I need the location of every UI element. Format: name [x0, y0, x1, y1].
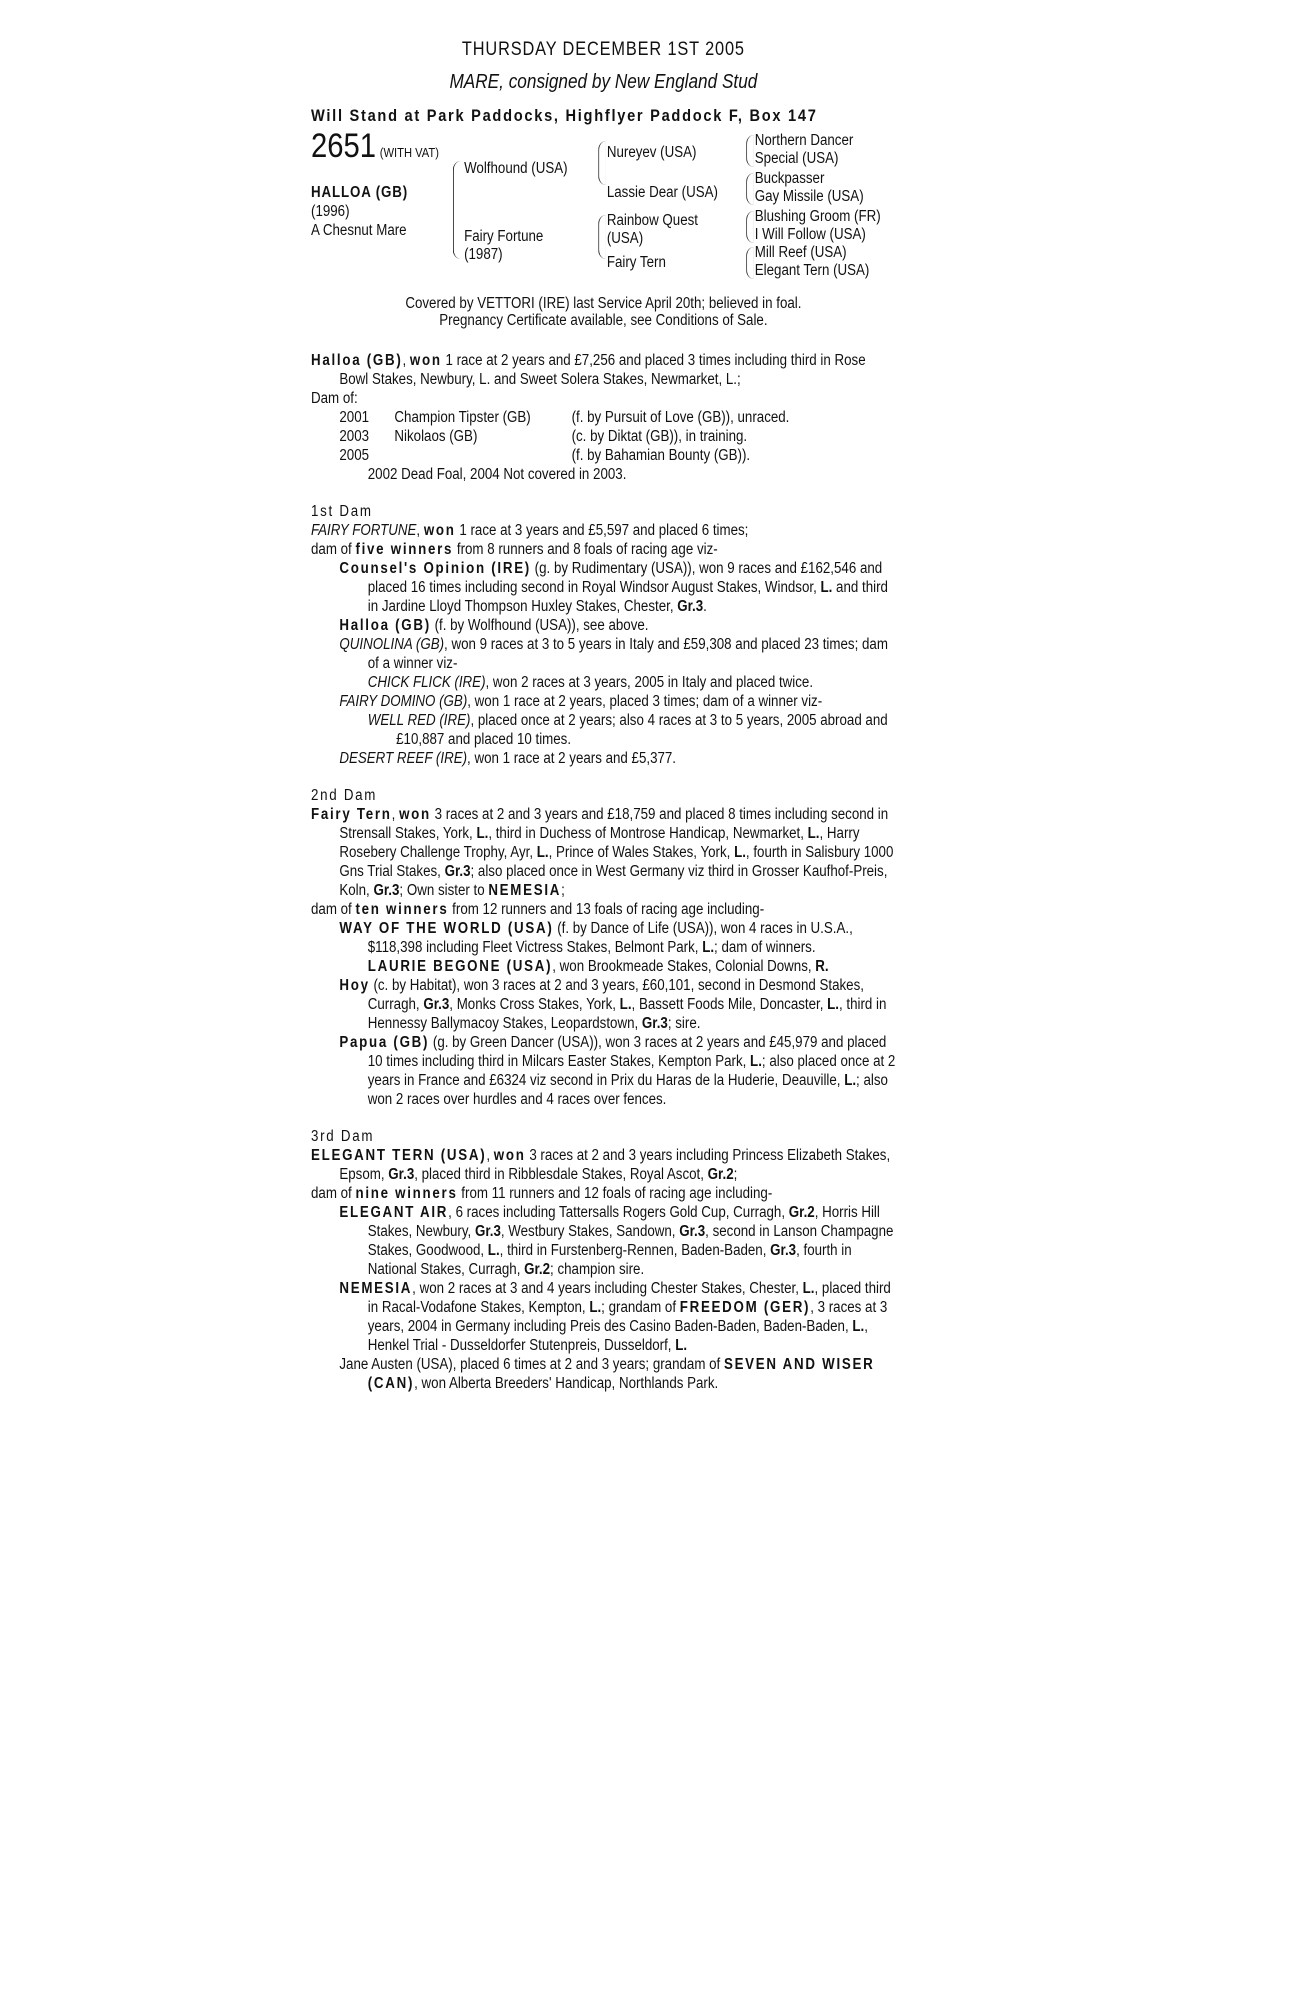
brace-g1	[746, 135, 754, 167]
pedigree-dam-sire-line2: (USA)	[606, 230, 644, 247]
first-dam-entry: Halloa (GB) (f. by Wolfhound (USA)), see above.	[339, 617, 649, 634]
sale-date: THURSDAY DECEMBER 1ST 2005	[461, 39, 745, 60]
second-dam-summary: Fairy Tern, won 3 races at 2 and 3 years and £18,759 and placed 8 times including second in Strensall Stakes, York, L., third in Duchess of Montrose Handicap, Newmarket, L., Harry Rosebery Challenge Trophy, Ayr, L., Prince of Wales Stakes, York, L., fourth in Salisbury 1000 Gns Trial Stakes, Gr.3; also placed once in West Germany viz third in Grosser Kaufhof-Preis, Koln, Gr.3; Own sister to NEMESIA;	[311, 806, 894, 899]
horse-name: HALLOA (GB)	[311, 184, 409, 201]
pedigree-dam-dam: Fairy Tern	[606, 254, 666, 271]
progeny-footnote: 2002 Dead Foal, 2004 Not covered in 2003.	[367, 466, 627, 483]
horse-summary	[311, 351, 896, 484]
third-dam-dam-of: dam of nine winners from 11 runners and 12 foals of racing age including-	[311, 1185, 773, 1202]
pedigree-ssd: Special (USA)	[754, 150, 839, 167]
second-dam-entry: Hoy (c. by Habitat), won 3 races at 2 and 3 years, £60,101, second in Desmond Stakes, Curragh, Gr.3, Monks Cross Stakes, York, L., Bassett Foods Mile, Doncaster, L., third in Hennessy Ballymacoy Stakes, Leopardstown, Gr.3; sire.	[339, 977, 887, 1032]
progeny-table	[339, 408, 789, 465]
pedigree-dam-line1: Fairy Fortune	[464, 228, 544, 245]
vat-label: (WITH VAT)	[379, 145, 439, 160]
pedigree-block	[311, 127, 896, 295]
first-dam-subentry: WELL RED (IRE), placed once at 2 years; also 4 races at 3 to 5 years, 2005 abroad and £10,887 and placed 10 times.	[367, 712, 888, 748]
pedigree-dds: Mill Reef (USA)	[754, 244, 847, 261]
first-dam-entry: DESERT REEF (IRE), won 1 race at 2 years and £5,377.	[339, 750, 677, 767]
summary-horse-name: Halloa (GB)	[311, 352, 403, 369]
pedigree-sdd: Gay Missile (USA)	[754, 188, 864, 205]
second-dam-heading: 2nd Dam	[311, 787, 378, 804]
third-dam-entry: ELEGANT AIR, 6 races including Tattersalls Rogers Gold Cup, Curragh, Gr.2, Horris Hill Stakes, Newbury, Gr.3, Westbury Stakes, Sandown, Gr.3, second in Lanson Champagne Stakes, Goodwood, L., third in Furstenberg-Rennen, Baden-Baden, Gr.3, fourth in National Stakes, Curragh, Gr.2; champion sire.	[339, 1204, 894, 1278]
pedigree-sds: Buckpasser	[754, 170, 825, 187]
first-dam-entry: FAIRY DOMINO (GB), won 1 race at 2 years, placed 3 times; dam of a winner viz-	[339, 693, 823, 710]
pedigree-dam-sire-line1: Rainbow Quest	[606, 212, 698, 229]
third-dam-entry: Jane Austen (USA), placed 6 times at 2 and 3 years; grandam of SEVEN AND WISER (CAN), won Alberta Breeders' Handicap, Northlands Park.	[339, 1356, 875, 1392]
dam-line-brace	[598, 215, 606, 259]
brace-g3	[746, 211, 754, 243]
covered-note	[311, 295, 896, 329]
covered-note-line1: Covered by VETTORI (IRE) last Service April 20th; believed in foal.	[405, 295, 802, 312]
sire-dam-brace	[453, 161, 461, 259]
second-dam-subentry: LAURIE BEGONE (USA), won Brookmeade Stakes, Colonial Downs, R.	[367, 958, 829, 975]
progeny-row: 2003 Nikolaos (GB) (c. by Diktat (GB)), in training.	[339, 428, 748, 445]
catalogue-page	[311, 40, 896, 1393]
lot-number: 2651	[311, 127, 377, 165]
pedigree-dss: Blushing Groom (FR)	[754, 208, 881, 225]
third-dam-heading: 3rd Dam	[311, 1128, 375, 1145]
consignor-line: MARE, consigned by New England Stud	[449, 71, 758, 93]
horse-year: (1996)	[311, 203, 350, 220]
stand-location: Will Stand at Park Paddocks, Highflyer Paddock F, Box 147	[311, 106, 818, 125]
first-dam-summary: FAIRY FORTUNE, won 1 race at 3 years and £5,597 and placed 6 times;	[311, 522, 749, 539]
progeny-row: 2005 (f. by Bahamian Bounty (GB)).	[339, 447, 751, 464]
third-dam-section	[311, 1127, 896, 1393]
sire-line-brace	[598, 141, 606, 185]
first-dam-section	[311, 502, 896, 768]
covered-note-line2: Pregnancy Certificate available, see Conditions of Sale.	[439, 312, 768, 329]
second-dam-entry: WAY OF THE WORLD (USA) (f. by Dance of Life (USA)), won 4 races in U.S.A., $118,398 including Fleet Victress Stakes, Belmont Park, L.; dam of winners.	[339, 920, 853, 956]
horse-description: A Chesnut Mare	[311, 222, 407, 239]
brace-g2	[746, 173, 754, 205]
second-dam-section	[311, 786, 896, 1109]
pedigree-dam-line2: (1987)	[464, 246, 503, 263]
dam-of-label: Dam of:	[311, 390, 358, 407]
first-dam-heading: 1st Dam	[311, 503, 373, 520]
pedigree-ddd: Elegant Tern (USA)	[754, 262, 870, 279]
progeny-row: 2001 Champion Tipster (GB) (f. by Pursuit of Love (GB)), unraced.	[339, 409, 790, 426]
third-dam-entry: NEMESIA, won 2 races at 3 and 4 years including Chester Stakes, Chester, L., placed third in Racal-Vodafone Stakes, Kempton, L.; grandam of FREEDOM (GER), 3 races at 3 years, 2004 in Germany including Preis des Casino Baden-Baden, Baden-Baden, L., Henkel Trial - Dusseldorfer Stutenpreis, Dusseldorf, L.	[339, 1280, 891, 1354]
pedigree-dsd: I Will Follow (USA)	[754, 226, 866, 243]
pedigree-sss: Northern Dancer	[754, 132, 854, 149]
pedigree-sire-dam: Lassie Dear (USA)	[606, 184, 718, 201]
horse-summary-text: Halloa (GB), won 1 race at 2 years and £7,256 and placed 3 times including third in Rose Bowl Stakes, Newbury, L. and Sweet Solera Stakes, Newmarket, L.;	[311, 352, 866, 388]
pedigree-sire: Wolfhound (USA)	[464, 160, 568, 177]
lot-number-line	[311, 127, 439, 165]
first-dam-subentry: CHICK FLICK (IRE), won 2 races at 3 years, 2005 in Italy and placed twice.	[367, 674, 814, 691]
first-dam-entry: Counsel's Opinion (IRE) (g. by Rudimentary (USA)), won 9 races and £162,546 and placed 16 times including second in Royal Windsor August Stakes, Windsor, L. and third in Jardine Lloyd Thompson Huxley Stakes, Chester, Gr.3.	[339, 560, 888, 615]
first-dam-dam-of: dam of five winners from 8 runners and 8 foals of racing age viz-	[311, 541, 718, 558]
second-dam-entry: Papua (GB) (g. by Green Dancer (USA)), won 3 races at 2 years and £45,979 and placed 10 times including third in Milcars Easter Stakes, Kempton Park, L.; also placed once at 2 years in France and £6324 viz second in Prix du Haras de la Huderie, Deauville, L.; also won 2 races over hurdles and 4 races over fences.	[339, 1034, 896, 1108]
pedigree-sire-sire: Nureyev (USA)	[606, 144, 697, 161]
second-dam-dam-of: dam of ten winners from 12 runners and 13 foals of racing age including-	[311, 901, 765, 918]
third-dam-summary: ELEGANT TERN (USA), won 3 races at 2 and 3 years including Princess Elizabeth Stakes, Epsom, Gr.3, placed third in Ribblesdale Stakes, Royal Ascot, Gr.2;	[311, 1147, 891, 1183]
first-dam-entry: QUINOLINA (GB), won 9 races at 3 to 5 years in Italy and £59,308 and placed 23 times; dam of a winner viz-	[339, 636, 888, 672]
brace-g4	[746, 247, 754, 279]
